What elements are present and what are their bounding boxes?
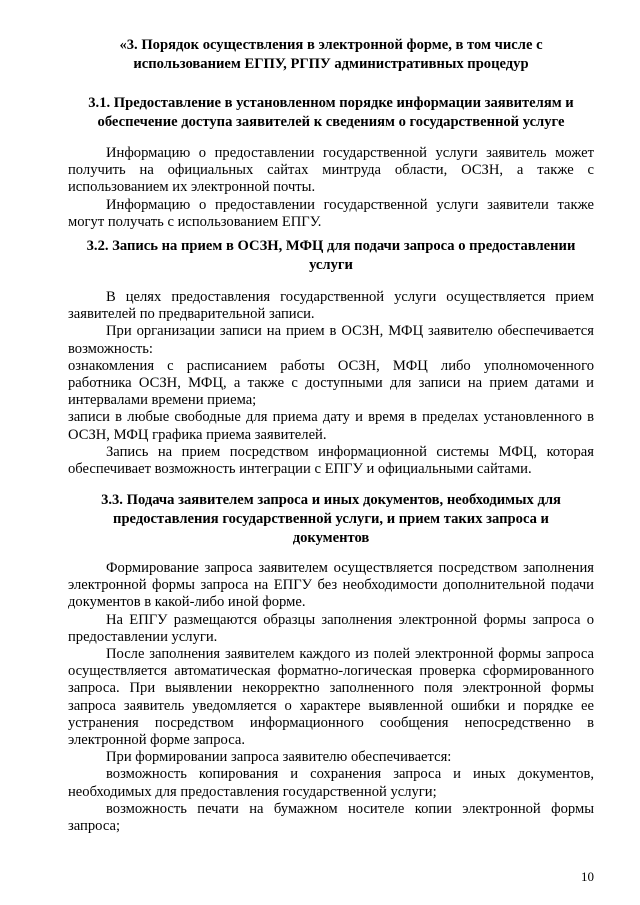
paragraph: При формировании запроса заявителю обеспечивается: xyxy=(106,749,452,766)
section-3-3-heading xyxy=(68,491,594,548)
section-heading-line-1: 3.3. Подача заявителем запроса и иных документов, необходимых для xyxy=(101,492,561,508)
page-number: 10 xyxy=(581,869,594,884)
paragraph: После заполнения заявителем каждого из полей электронной формы запроса осуществляется автоматическая форматно-логическая проверка сформированного запроса. При выявлении некорректно заполненного поля электронной формы запроса заявитель уведомляется о характере выявленной ошибки и порядке ее устранения посредством информационного сообщения непосредственно в электронной форме запроса. xyxy=(68,646,594,749)
paragraph: Запись на прием посредством информационной системы МФЦ, которая обеспечивает возможность интеграции с ЕПГУ и официальными сайтами. xyxy=(68,443,594,478)
section-3-3-body xyxy=(68,560,594,835)
section-heading-line-2: услуги xyxy=(309,257,353,273)
paragraph: ознакомления с расписанием работы ОСЗН, МФЦ либо уполномоченного работника ОСЗН, МФЦ, а также с доступными для записи на прием датами и интервалами времени приема; xyxy=(68,357,594,409)
paragraph: Информацию о предоставлении государственной услуги заявители также могут получать с использованием ЕПГУ. xyxy=(68,196,594,230)
paragraph: возможность печати на бумажном носителе копии электронной формы запроса; xyxy=(68,800,594,835)
section-heading-line-1: 3.2. Запись на прием в ОСЗН, МФЦ для подачи запроса о предоставлении xyxy=(86,238,576,254)
section-heading-line-3: документов xyxy=(292,530,370,546)
paragraph: записи в любые свободные для приема дату и время в пределах установленного в ОСЗН, МФЦ графика приема заявителей. xyxy=(68,409,594,443)
section-heading-line-1: 3.1. Предоставление в установленном порядке информации заявителям и xyxy=(88,95,574,111)
section-3-2-heading xyxy=(68,237,594,275)
section-heading-line-2: предоставления государственной услуги, и прием таких запроса и xyxy=(113,511,549,527)
paragraph: Информацию о предоставлении государственной услуги заявитель может получить на официальных сайтах минтруда области, ОСЗН, а также с использованием их электронной почты. xyxy=(68,145,594,196)
section-3-1-body xyxy=(68,145,594,231)
paragraph: В целях предоставления государственной услуги осуществляется прием заявителей по предварительной записи. xyxy=(68,289,594,323)
document-title-line-2: использованием ЕГПУ, РГПУ административных процедур xyxy=(133,56,529,72)
document-title-line-1: «3. Порядок осуществления в электронной форме, в том числе с xyxy=(119,37,543,53)
paragraph: При организации записи на прием в ОСЗН, МФЦ заявителю обеспечивается возможность: xyxy=(68,323,594,357)
section-heading-line-2: обеспечение доступа заявителей к сведениям о государственной услуге xyxy=(97,114,565,130)
paragraph: На ЕПГУ размещаются образцы заполнения электронной формы запроса о предоставлении услуги. xyxy=(68,611,594,645)
paragraph: Формирование запроса заявителем осуществляется посредством заполнения электронной формы запроса на ЕПГУ без необходимости дополнительной подачи документов в какой-либо иной форме. xyxy=(68,560,594,611)
section-3-2-body xyxy=(68,289,594,478)
section-3-1-heading xyxy=(68,94,594,132)
paragraph: возможность копирования и сохранения запроса и иных документов, необходимых для предоставления государственной услуги; xyxy=(68,766,594,800)
document-title xyxy=(68,36,594,74)
